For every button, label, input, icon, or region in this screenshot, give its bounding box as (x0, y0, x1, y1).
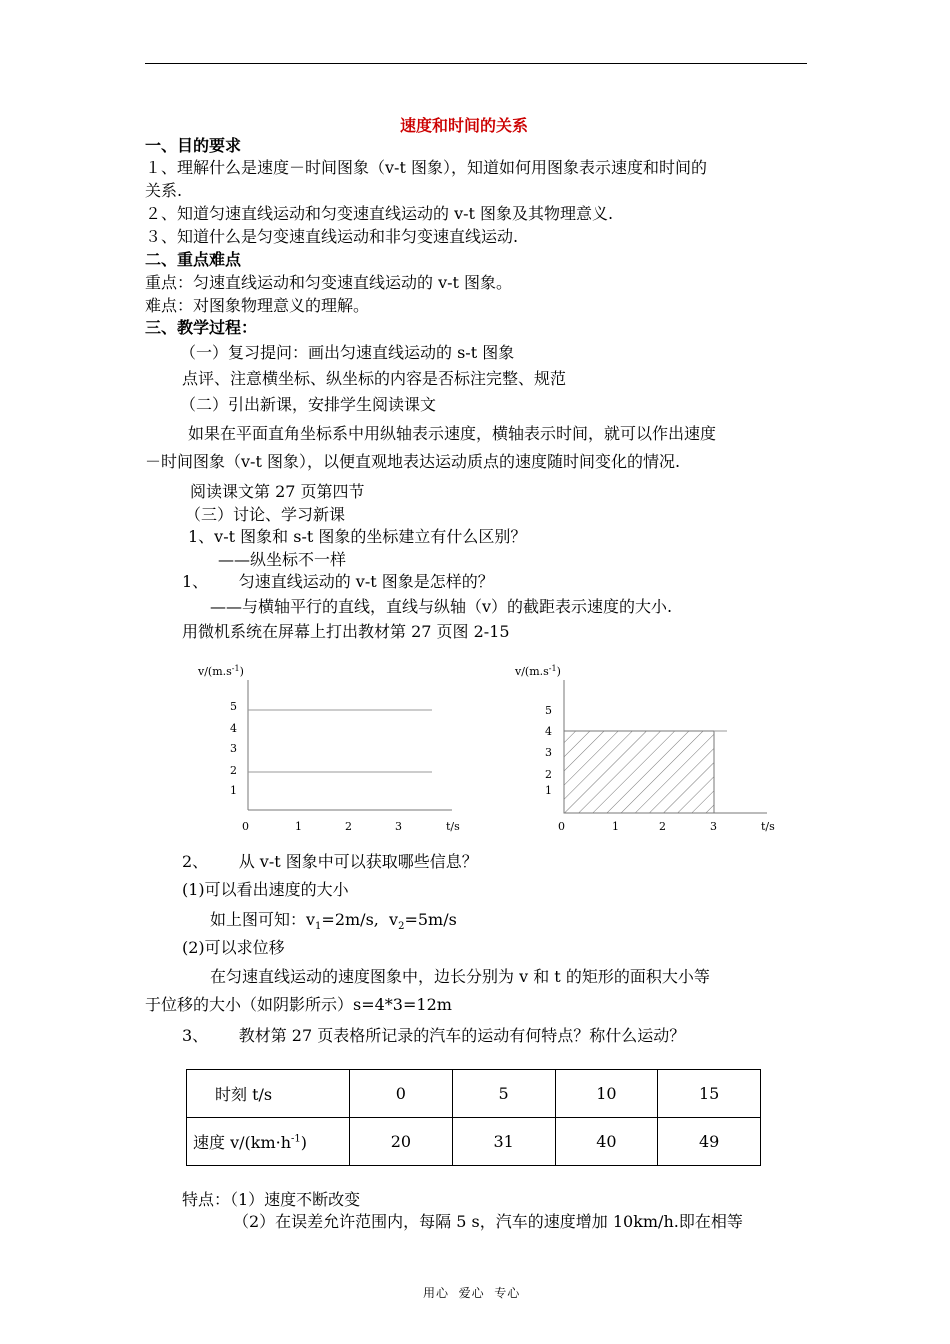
table-row-label: 时刻 t/s (187, 1070, 350, 1118)
reading-assignment: 阅读课文第 27 页第四节 (190, 482, 365, 501)
y-tick: 2 (230, 764, 237, 777)
table-row (187, 1070, 761, 1118)
displacement-area (564, 731, 714, 813)
y-tick: 1 (230, 784, 237, 797)
y-axis-label: $v/(m.s^{-1})$ (515, 664, 561, 678)
section-heading-process: 三、教学过程： (145, 318, 258, 337)
table-cell: 20 (350, 1118, 453, 1166)
figure-instruction: 用微机系统在屏幕上打出教材第 27 页图 2-15 (182, 622, 510, 641)
info-1: (1)可以看出速度的大小 (182, 880, 349, 899)
x-tick: 1 (295, 820, 302, 833)
goal-item-2: ２、知道匀速直线运动和匀变速直线运动的 v-t 图象及其物理意义. (145, 204, 614, 223)
table-cell: 5 (452, 1070, 555, 1118)
info-2-detail-cont: 于位移的大小（如阴影所示）s=4*3=12m (145, 995, 452, 1014)
y-tick: 3 (230, 742, 237, 755)
table-cell: 15 (658, 1070, 761, 1118)
hard-point: 难点：对图象物理意义的理解。 (145, 296, 370, 315)
table-cell: 49 (658, 1118, 761, 1166)
y-tick: 2 (545, 768, 552, 781)
section-heading-goals: 一、目的要求 (145, 136, 242, 155)
y-tick: 4 (230, 722, 237, 735)
answer-2: ——与横轴平行的直线，直线与纵轴（v）的截距表示速度的大小. (210, 597, 673, 616)
vt-graph-left (190, 660, 490, 840)
goal-item-1-cont: 关系. (145, 181, 183, 200)
question-3: 2、 从 v-t 图象中可以获取哪些信息？ (182, 852, 478, 871)
x-axis-label: t/s (761, 820, 775, 833)
page-footer: 用心 爱心 专心 (423, 1286, 521, 1300)
x-tick: 2 (345, 820, 352, 833)
info-2: (2)可以求位移 (182, 938, 285, 957)
x-tick: 1 (612, 820, 619, 833)
x-tick: 3 (710, 820, 717, 833)
process-step-3: （三）讨论、学习新课 (185, 505, 346, 524)
paragraph-intro-cont: －时间图象（v-t 图象），以便直观地表达运动质点的速度随时间变化的情况. (145, 452, 681, 471)
table-row (187, 1118, 761, 1166)
x-axis-label: t/s (446, 820, 460, 833)
section-heading-key: 二、重点难点 (145, 250, 242, 269)
info-1-detail: 如上图可知：$v_1=2m/s$, $v_2=5m/s$ (210, 910, 457, 933)
x-tick: 0 (242, 820, 249, 833)
paragraph-intro: 如果在平面直角坐标系中用纵轴表示速度，横轴表示时间，就可以作出速度 (188, 424, 717, 443)
vt-graph-right (505, 660, 805, 840)
y-tick: 5 (230, 700, 237, 713)
answer-1: ——纵坐标不一样 (218, 550, 347, 569)
goal-item-1: １、理解什么是速度－时间图象（v-t 图象），知道如何用图象表示速度和时间的 (145, 158, 707, 177)
x-tick: 2 (659, 820, 666, 833)
info-2-detail: 在匀速直线运动的速度图象中，边长分别为 v 和 t 的矩形的面积大小等 (210, 967, 710, 986)
x-tick: 3 (395, 820, 402, 833)
table-cell: 40 (555, 1118, 658, 1166)
x-tick: 0 (558, 820, 565, 833)
motion-table (186, 1069, 761, 1166)
process-comment: 点评、注意横坐标、纵坐标的内容是否标注完整、规范 (182, 369, 567, 388)
table-cell: 10 (555, 1070, 658, 1118)
y-tick: 5 (545, 704, 552, 717)
goal-item-3: ３、知道什么是匀变速直线运动和非匀变速直线运动. (145, 227, 519, 246)
y-axis-label: $v/(m.s^{-1})$ (198, 664, 244, 678)
process-step-1: （一）复习提问：画出匀速直线运动的 s-t 图象 (180, 343, 515, 362)
process-step-2: （二）引出新课，安排学生阅读课文 (180, 395, 437, 414)
key-point: 重点：匀速直线运动和匀变速直线运动的 v-t 图象。 (145, 273, 513, 292)
table-row-label: 速度 $v/(km\cdot h^{-1})$ (187, 1118, 350, 1166)
y-tick: 3 (545, 746, 552, 759)
question-2: 1、 匀速直线运动的 v-t 图象是怎样的？ (182, 572, 494, 591)
y-tick: 1 (545, 784, 552, 797)
page-title: 速度和时间的关系 (400, 116, 529, 135)
feature-1: 特点：（1）速度不断改变 (182, 1190, 361, 1209)
question-4: 3、 教材第 27 页表格所记录的汽车的运动有何特点？称什么运动？ (182, 1026, 686, 1045)
y-tick: 4 (545, 725, 552, 738)
feature-2: （2）在误差允许范围内，每隔 5 s，汽车的速度增加 10km/h.即在相等 (233, 1212, 743, 1231)
table-cell: 31 (452, 1118, 555, 1166)
question-1: 1、v-t 图象和 s-t 图象的坐标建立有什么区别？ (188, 527, 527, 546)
table-cell: 0 (350, 1070, 453, 1118)
header-rule (145, 63, 807, 64)
